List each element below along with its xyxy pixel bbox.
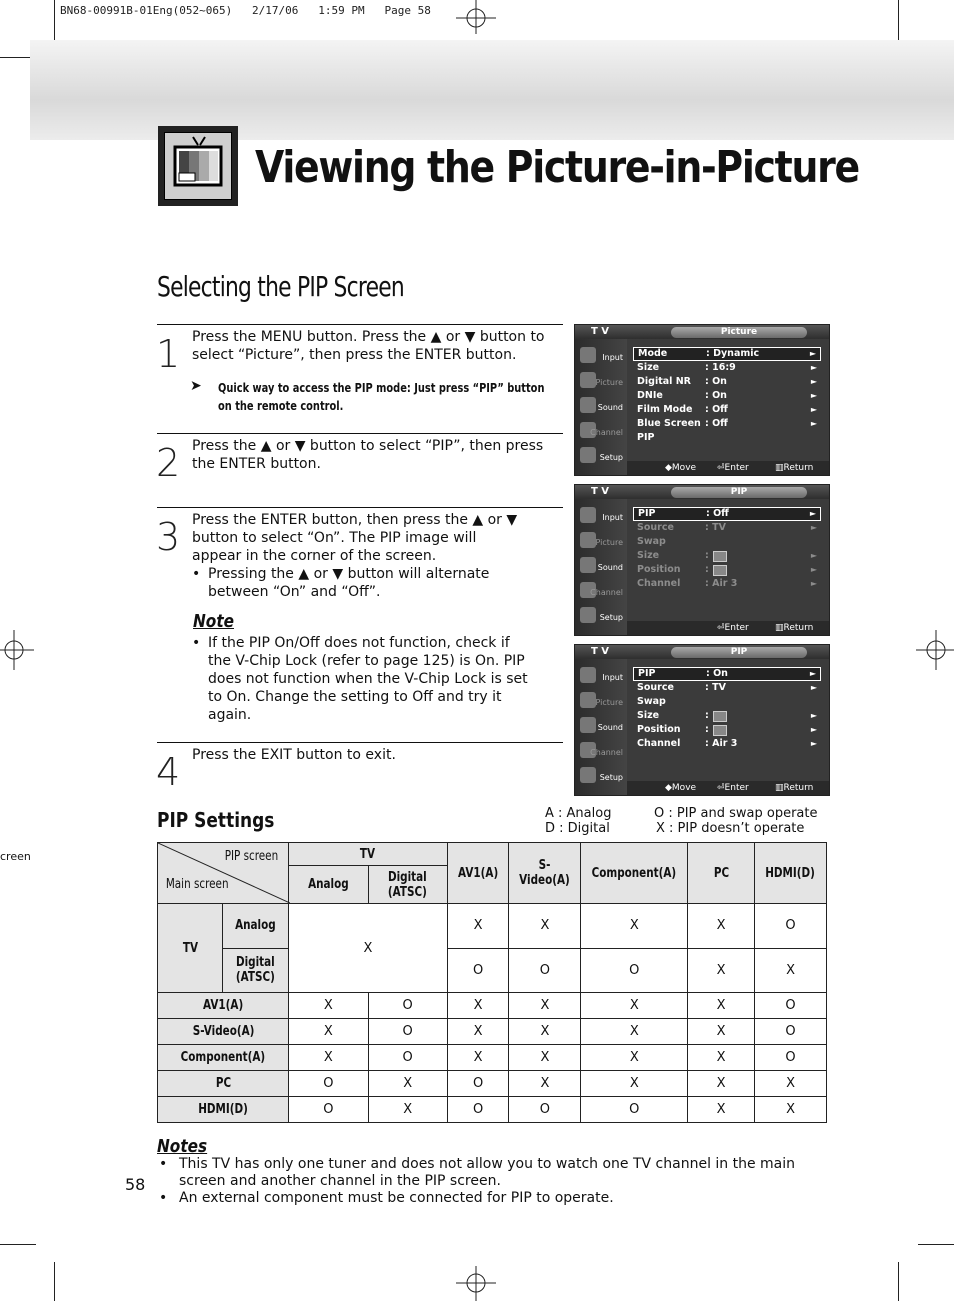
crop-mark bbox=[0, 1244, 36, 1245]
table-cell: X bbox=[289, 993, 368, 1019]
osd-bottom-bar bbox=[627, 461, 829, 475]
move-hint: ◆ Move bbox=[665, 463, 697, 473]
table-cell: O bbox=[509, 948, 581, 993]
enter-hint: ⏎ Enter bbox=[717, 783, 749, 793]
table-cell: X bbox=[688, 904, 755, 949]
osd-menu-row[interactable]: Source : TV ► bbox=[637, 682, 817, 693]
step-number: 3 bbox=[156, 515, 181, 559]
osd-sidebar-item[interactable]: Input bbox=[579, 505, 625, 527]
table-cell: X bbox=[509, 1071, 581, 1097]
step-number: 2 bbox=[156, 441, 181, 485]
tv-tv-cell: X bbox=[289, 904, 448, 993]
crop-mark bbox=[54, 0, 55, 40]
enter-hint: ⏎ Enter bbox=[717, 623, 749, 633]
col-digital: Digital (ATSC) bbox=[368, 866, 447, 904]
table-cell: X bbox=[688, 948, 755, 993]
header-band bbox=[30, 40, 954, 140]
table-cell: X bbox=[368, 1097, 447, 1123]
tv-icon bbox=[158, 126, 238, 206]
row-tv: TV Analog Digital (ATSC) bbox=[158, 904, 289, 993]
menu-icon bbox=[580, 767, 596, 783]
table-cell: O bbox=[581, 948, 688, 993]
osd-tv-label: T V bbox=[591, 326, 610, 337]
osd-screen bbox=[574, 484, 830, 636]
table-row bbox=[158, 1045, 827, 1071]
pip-size-icon bbox=[713, 551, 727, 562]
table-cell: O bbox=[755, 1019, 827, 1045]
osd-menu-row[interactable]: Size : 16:9 ► bbox=[637, 362, 817, 373]
table-cell: X bbox=[289, 1045, 368, 1071]
step-3-text: Press the ENTER button, then press the ▲ or ▼ button to select “On”. The PIP image will appear in the corner of the screen. bbox=[192, 512, 518, 564]
col-header: HDMI(D) bbox=[755, 843, 827, 904]
menu-icon bbox=[580, 717, 596, 733]
table-cell: X bbox=[509, 1045, 581, 1071]
osd-sidebar-item[interactable]: Picture bbox=[579, 530, 625, 552]
pip-size-icon bbox=[713, 711, 727, 722]
table-cell: X bbox=[581, 1071, 688, 1097]
osd-sidebar bbox=[575, 659, 627, 795]
table-cell: X bbox=[581, 1019, 688, 1045]
osd-sidebar-item[interactable]: Channel bbox=[579, 580, 625, 602]
table-cell: X bbox=[447, 1019, 509, 1045]
print-header: BN68-00991B-01Eng(052~065) 2/17/06 1:59 PM Page 58 bbox=[60, 4, 431, 17]
osd-menu-row[interactable]: DNIe : On ► bbox=[637, 390, 817, 401]
row-header: S-Video(A) bbox=[158, 1019, 289, 1045]
bullet: • bbox=[192, 635, 201, 651]
step-number: 1 bbox=[156, 332, 181, 376]
bullet: • bbox=[192, 566, 201, 582]
table-cell: X bbox=[447, 904, 509, 949]
table-cell: X bbox=[688, 1045, 755, 1071]
table-cell: O bbox=[447, 1097, 509, 1123]
edge-text: creen bbox=[0, 850, 31, 863]
registration-mark-icon bbox=[456, 0, 496, 34]
osd-sidebar-item[interactable]: Channel bbox=[579, 740, 625, 762]
osd-sidebar-item[interactable]: Channel bbox=[579, 420, 625, 442]
arrow-icon: ➤ bbox=[190, 378, 202, 394]
tip-text: Quick way to access the PIP mode: Just press “PIP” button on the remote control. bbox=[218, 381, 545, 413]
osd-menu-row[interactable]: Swap bbox=[637, 696, 666, 707]
notes-list bbox=[157, 1156, 827, 1207]
osd-bottom-bar bbox=[627, 781, 829, 795]
crop-mark bbox=[898, 1262, 899, 1301]
row-header: HDMI(D) bbox=[158, 1097, 289, 1123]
osd-sidebar-item[interactable]: Sound bbox=[579, 395, 625, 417]
note-item: • An external component must be connected for PIP to operate. bbox=[157, 1190, 827, 1207]
table-cell: X bbox=[688, 993, 755, 1019]
crop-mark bbox=[898, 0, 899, 40]
osd-sidebar-item[interactable]: Setup bbox=[579, 765, 625, 787]
move-hint: ◆ Move bbox=[665, 783, 697, 793]
table-cell: O bbox=[368, 993, 447, 1019]
table-row bbox=[158, 1019, 827, 1045]
osd-menu-row[interactable]: Blue Screen : Off ► bbox=[637, 418, 817, 429]
step-divider bbox=[157, 507, 563, 508]
table-cell: X bbox=[688, 1019, 755, 1045]
osd-sidebar bbox=[575, 339, 627, 475]
table-cell: X bbox=[289, 1019, 368, 1045]
table-cell: X bbox=[581, 904, 688, 949]
legend-analog: A : Analog bbox=[545, 806, 612, 821]
table-cell: X bbox=[509, 1019, 581, 1045]
osd-header: Picture bbox=[671, 327, 807, 338]
table-row bbox=[158, 993, 827, 1019]
notes-title: Notes bbox=[157, 1136, 208, 1157]
table-cell: O bbox=[509, 1097, 581, 1123]
crop-mark bbox=[918, 1244, 954, 1245]
step-number: 4 bbox=[156, 750, 181, 794]
step-divider bbox=[157, 324, 563, 325]
table-cell: O bbox=[368, 1019, 447, 1045]
pip-size-icon bbox=[713, 725, 727, 736]
table-cell: X bbox=[509, 904, 581, 949]
table-cell: O bbox=[755, 993, 827, 1019]
osd-sidebar-item[interactable]: Sound bbox=[579, 555, 625, 577]
table-cell: X bbox=[688, 1071, 755, 1097]
row-header: AV1(A) bbox=[158, 993, 289, 1019]
legend-x: X : PIP doesn’t operate bbox=[656, 821, 805, 836]
osd-sidebar-item[interactable]: Setup bbox=[579, 445, 625, 467]
step-1-text: Press the MENU button. Press the ▲ or ▼ button to select “Picture”, then press the ENTER button. bbox=[192, 329, 545, 363]
pip-screen-label: PIP screen bbox=[224, 849, 279, 864]
page-number: 58 bbox=[125, 1175, 146, 1194]
section-title: Selecting the PIP Screen bbox=[157, 270, 404, 303]
registration-mark-icon bbox=[916, 610, 954, 690]
table-cell: X bbox=[755, 948, 827, 993]
table-cell: O bbox=[447, 1071, 509, 1097]
osd-menu-row[interactable]: Channel : Air 3 ► bbox=[637, 738, 817, 749]
osd-menu-row[interactable]: Size : ► bbox=[637, 550, 817, 561]
pip-size-icon bbox=[713, 565, 727, 576]
menu-icon bbox=[580, 607, 596, 623]
step-divider bbox=[157, 433, 563, 434]
osd-sidebar-item[interactable]: Picture bbox=[579, 370, 625, 392]
osd-menu-row[interactable]: Channel : Air 3 ► bbox=[637, 578, 817, 589]
table-cell: X bbox=[688, 1097, 755, 1123]
table-cell: X bbox=[447, 1045, 509, 1071]
table-cell: X bbox=[581, 993, 688, 1019]
note-title: Note bbox=[193, 611, 235, 632]
osd-menu-row[interactable]: Mode : Dynamic ► bbox=[633, 347, 821, 361]
osd-menu-row[interactable]: Swap bbox=[637, 536, 666, 547]
table-cell: O bbox=[289, 1097, 368, 1123]
osd-menu-row[interactable]: Film Mode : Off ► bbox=[637, 404, 817, 415]
menu-icon bbox=[580, 532, 596, 548]
pip-settings-title: PIP Settings bbox=[157, 808, 275, 832]
osd-menu-row[interactable]: Position : ► bbox=[637, 564, 817, 575]
col-header: Component(A) bbox=[581, 843, 688, 904]
table-cell: X bbox=[755, 1097, 827, 1123]
step-3-bullet: Pressing the ▲ or ▼ button will alternate between “On” and “Off”. bbox=[208, 566, 490, 600]
osd-tv-label: T V bbox=[591, 646, 610, 657]
table-cell: X bbox=[755, 1071, 827, 1097]
row-header: PC bbox=[158, 1071, 289, 1097]
osd-menu-row[interactable]: PIP : On ► bbox=[633, 667, 821, 681]
osd-tv-label: T V bbox=[591, 486, 610, 497]
note-item: • This TV has only one tuner and does not allow you to watch one TV channel in the main screen and another channel in the PIP screen. bbox=[157, 1156, 827, 1190]
table-cell: X bbox=[447, 993, 509, 1019]
col-analog: Analog bbox=[289, 866, 368, 904]
osd-rows bbox=[633, 507, 821, 591]
osd-screen bbox=[574, 644, 830, 796]
menu-icon bbox=[580, 347, 596, 363]
row-header: Component(A) bbox=[158, 1045, 289, 1071]
table-cell: X bbox=[368, 1071, 447, 1097]
table-cell: X bbox=[509, 993, 581, 1019]
table-cell: O bbox=[755, 1045, 827, 1071]
menu-icon bbox=[580, 667, 596, 683]
osd-sidebar-item[interactable]: Sound bbox=[579, 715, 625, 737]
menu-icon bbox=[580, 397, 596, 413]
pip-settings-table bbox=[157, 842, 827, 1123]
note-text: If the PIP On/Off does not function, check if the V-Chip Lock (refer to page 125) is On. PIP does not function when the V-Chip Lock is set to On. Change the setting to Off and try it again. bbox=[208, 635, 528, 723]
return-hint: ▥ Return bbox=[775, 783, 814, 793]
registration-mark-icon bbox=[0, 610, 34, 690]
osd-sidebar-item[interactable]: Setup bbox=[579, 605, 625, 627]
col-header: PC bbox=[688, 843, 755, 904]
menu-icon bbox=[580, 447, 596, 463]
osd-screen bbox=[574, 324, 830, 476]
col-header: S-Video(A) bbox=[509, 843, 581, 904]
osd-rows bbox=[633, 667, 821, 751]
table-cell: O bbox=[368, 1045, 447, 1071]
table-cell: O bbox=[581, 1097, 688, 1123]
page-title: Viewing the Picture-in-Picture bbox=[255, 142, 859, 193]
col-header: AV1(A) bbox=[447, 843, 509, 904]
osd-sidebar-item[interactable]: Picture bbox=[579, 690, 625, 712]
menu-icon bbox=[580, 692, 596, 708]
step-divider bbox=[157, 742, 563, 743]
table-row bbox=[158, 1097, 827, 1123]
enter-hint: ⏎ Enter bbox=[717, 463, 749, 473]
table-cell: O bbox=[755, 904, 827, 949]
osd-menu-row[interactable]: Size : ► bbox=[637, 710, 817, 721]
return-hint: ▥ Return bbox=[775, 463, 814, 473]
osd-menu-row[interactable]: PIP bbox=[637, 432, 655, 443]
menu-icon bbox=[580, 372, 596, 388]
menu-icon bbox=[580, 507, 596, 523]
table-cell: O bbox=[447, 948, 509, 993]
crop-mark bbox=[54, 1262, 55, 1301]
main-screen-label: Main screen bbox=[165, 877, 229, 892]
registration-mark-icon bbox=[456, 1266, 496, 1301]
table-row bbox=[158, 1071, 827, 1097]
osd-menu-row[interactable]: Position : ► bbox=[637, 724, 817, 735]
osd-sidebar-item[interactable]: Input bbox=[579, 665, 625, 687]
corner-cell bbox=[158, 843, 289, 904]
osd-rows bbox=[633, 347, 821, 445]
osd-menu-row[interactable]: Digital NR : On ► bbox=[637, 376, 817, 387]
osd-header: PIP bbox=[671, 647, 807, 658]
return-hint: ▥ Return bbox=[775, 623, 814, 633]
osd-bottom-bar bbox=[627, 621, 829, 635]
legend-o: O : PIP and swap operate bbox=[654, 806, 818, 821]
osd-menu-row[interactable]: Source : TV ► bbox=[637, 522, 817, 533]
step-4-text: Press the EXIT button to exit. bbox=[192, 747, 396, 763]
osd-header: PIP bbox=[671, 487, 807, 498]
col-tv: TV bbox=[289, 843, 448, 866]
osd-menu-row[interactable]: PIP : Off ► bbox=[633, 507, 821, 521]
table-cell: O bbox=[289, 1071, 368, 1097]
step-2-text: Press the ▲ or ▼ button to select “PIP”, then press the ENTER button. bbox=[192, 438, 544, 472]
table-cell: X bbox=[581, 1045, 688, 1071]
legend-digital: D : Digital bbox=[545, 821, 610, 836]
osd-sidebar-item[interactable]: Input bbox=[579, 345, 625, 367]
osd-sidebar bbox=[575, 499, 627, 635]
menu-icon bbox=[580, 557, 596, 573]
